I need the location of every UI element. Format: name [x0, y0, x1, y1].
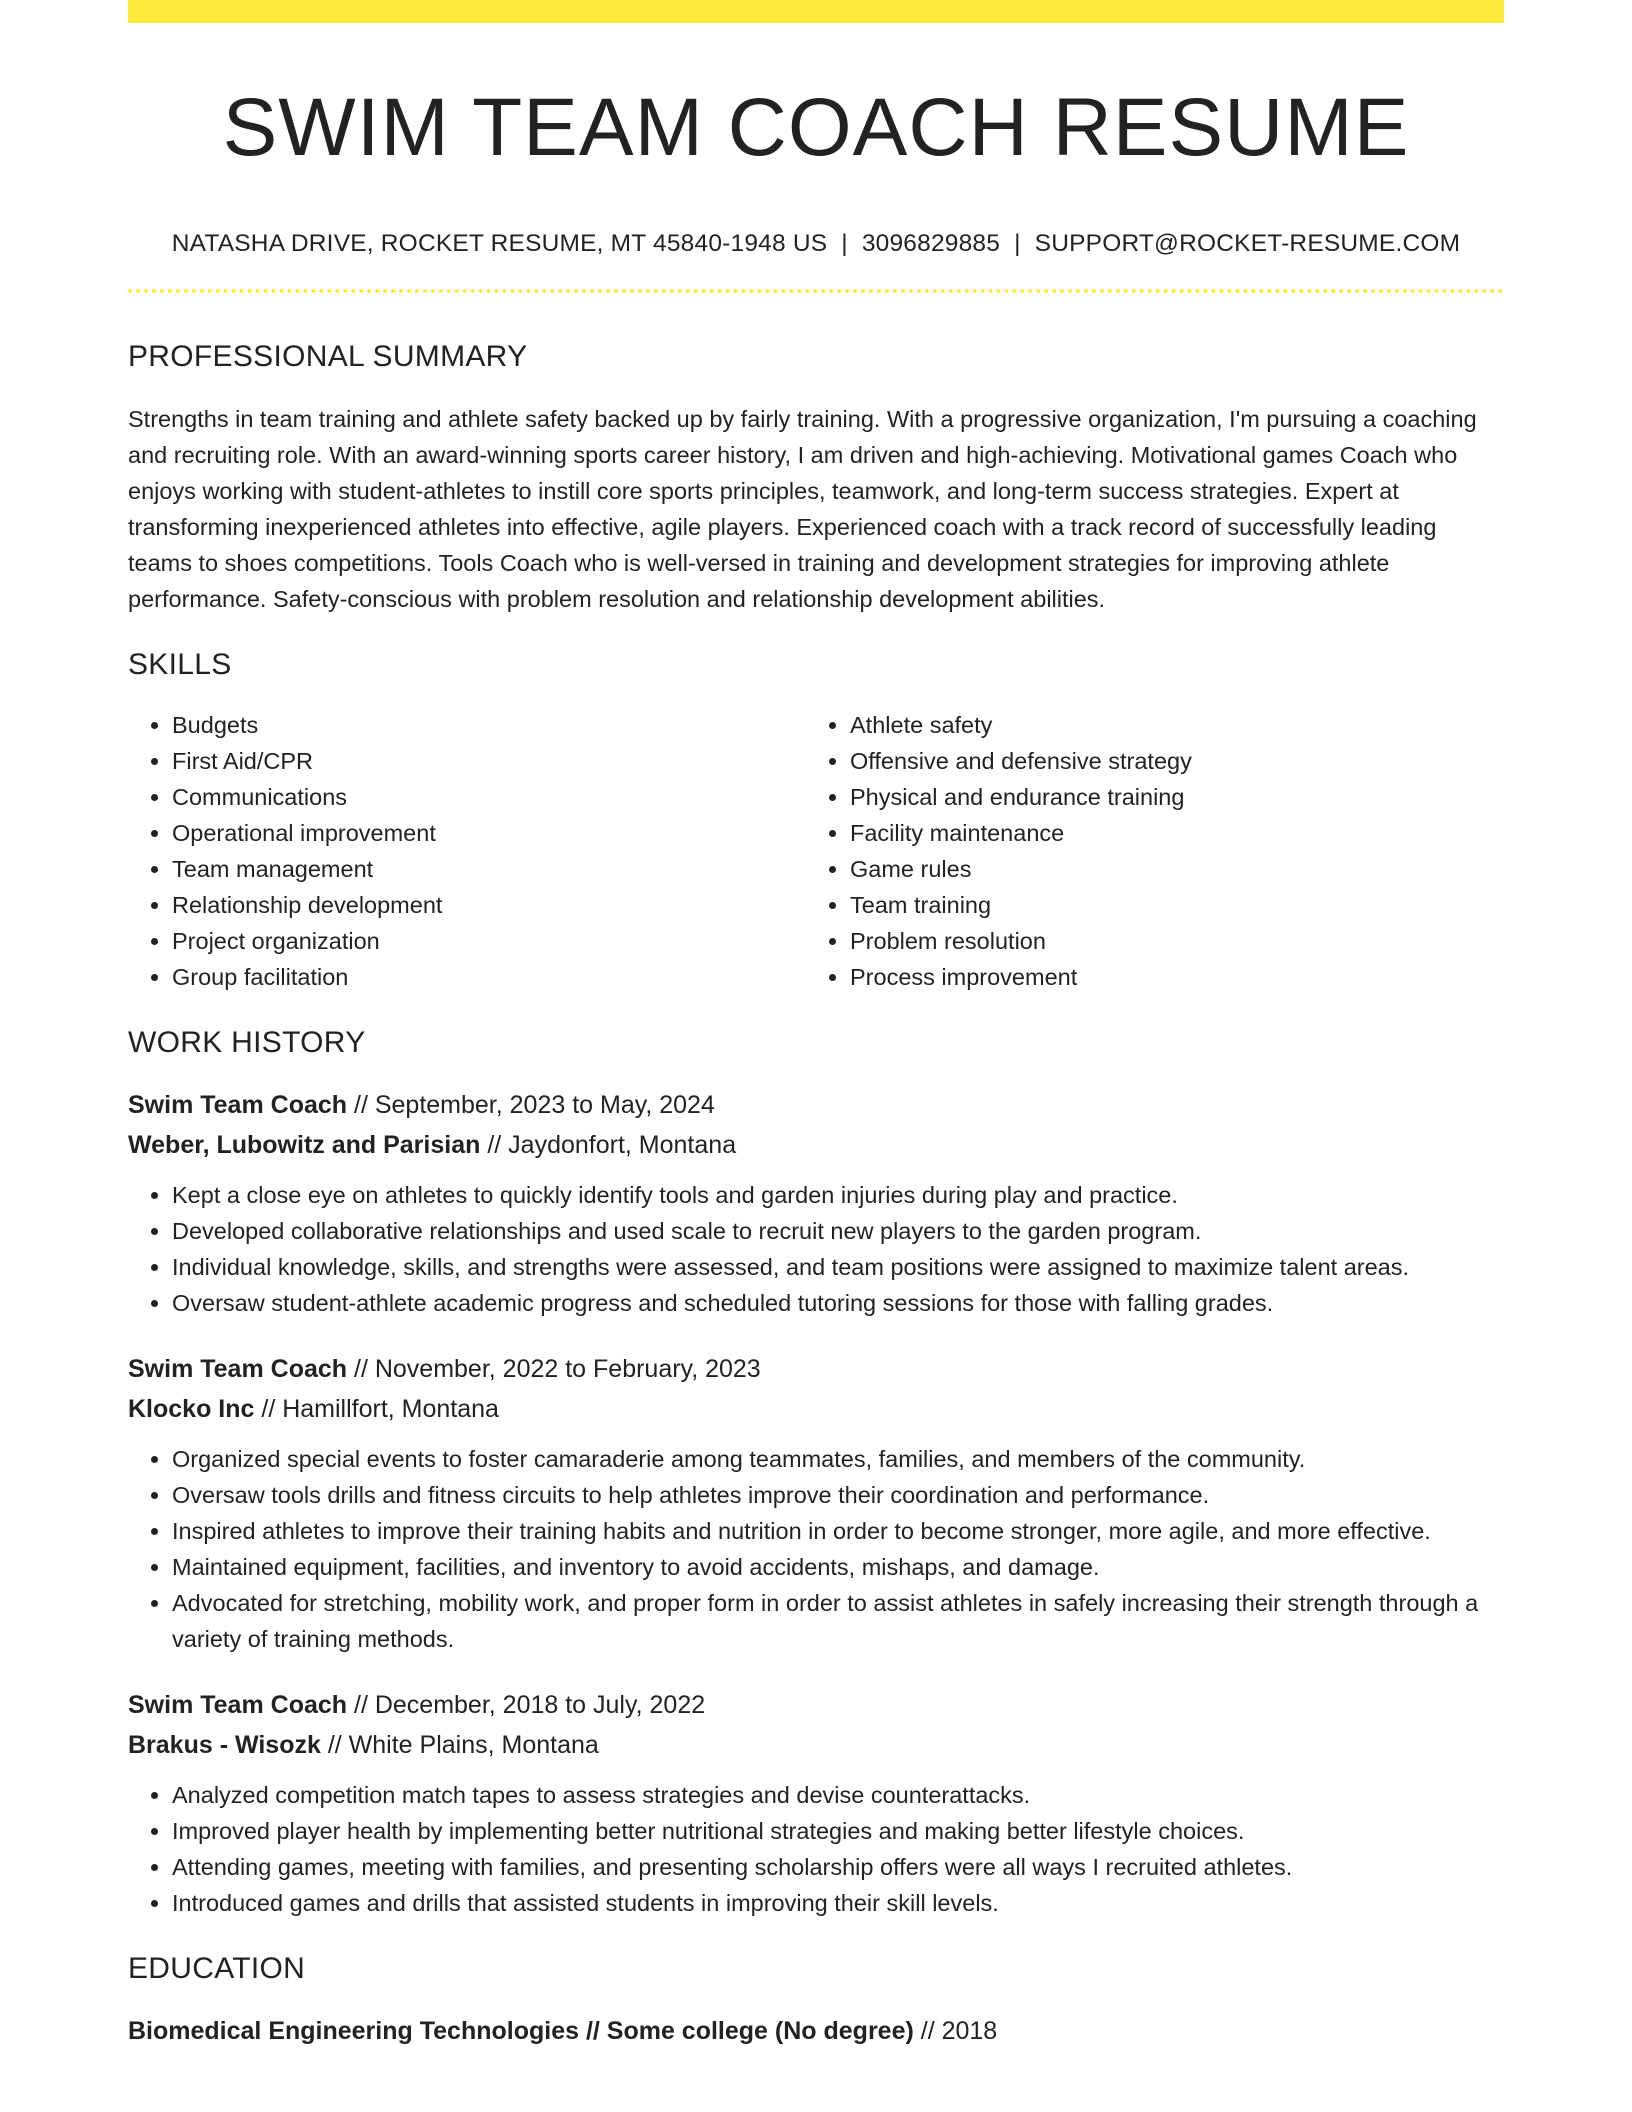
job-role: Swim Team Coach — [128, 1354, 348, 1383]
skill-item: • Budgets — [172, 707, 806, 743]
skill-item: • Problem resolution — [850, 923, 1480, 959]
job-bullet: • Introduced games and drills that assisted students in improving their skill levels. — [172, 1885, 1504, 1921]
skill-item: • Project organization — [172, 923, 806, 959]
job-bullets — [128, 1177, 1504, 1321]
job-bullet: • Attending games, meeting with families, and presenting scholarship offers were all ways I recruited athletes. — [172, 1849, 1504, 1885]
job-bullet: • Organized special events to foster camaraderie among teammates, families, and members of the community. — [172, 1441, 1504, 1477]
job-bullet: • Individual knowledge, skills, and strengths were assessed, and team positions were assigned to maximize talent areas. — [172, 1249, 1504, 1285]
job-entry — [128, 1349, 1504, 1657]
summary-heading: PROFESSIONAL SUMMARY — [128, 339, 528, 373]
job-bullets — [128, 1441, 1504, 1657]
skills-column-left — [128, 707, 806, 995]
skill-item: • Process improvement — [850, 959, 1480, 995]
job-bullet: • Oversaw tools drills and fitness circuits to help athletes improve their coordination and performance. — [172, 1477, 1504, 1513]
job-bullet: • Oversaw student-athlete academic progress and scheduled tutoring sessions for those with falling grades. — [172, 1285, 1504, 1321]
job-bullets — [128, 1777, 1504, 1921]
contact-line — [128, 229, 1504, 258]
job-company: Weber, Lubowitz and Parisian — [128, 1130, 481, 1159]
job-bullet: • Inspired athletes to improve their training habits and nutrition in order to become stronger, more agile, and more effective. — [172, 1513, 1504, 1549]
resume-page — [128, 0, 1504, 2051]
education-degree: Biomedical Engineering Technologies // Some college (No degree) — [128, 2016, 914, 2045]
dotted-divider — [128, 289, 1504, 293]
skill-item: • Game rules — [850, 851, 1480, 887]
job-company-line — [128, 1725, 1504, 1765]
job-entry — [128, 1685, 1504, 1921]
education-year: // 2018 — [913, 2016, 998, 2045]
skill-item: • Facility maintenance — [850, 815, 1480, 851]
phone-text: 3096829885 — [861, 230, 1001, 258]
job-location: // White Plains, Montana — [320, 1730, 599, 1759]
skill-item: • Team management — [172, 851, 806, 887]
skills-heading: SKILLS — [128, 647, 232, 681]
summary-text: Strengths in team training and athlete safety backed up by fairly training. With a progressive organization, I'm pursuing a coaching and recruiting role. With an award-winning sports career history, I am driven and high-achieving. Motivational games Coach who enjoys working with student-athletes to instill core sports principles, teamwork, and long-term success strategies. Expert at transforming inexperienced athletes into effective, agile players. Experienced coach with a track record of successfully leading teams to shoes competitions. Tools Coach who is well-versed in training and development strategies for improving athlete performance. Safety-conscious with problem resolution and relationship development abilities. — [128, 405, 1477, 612]
skill-item: • Athlete safety — [850, 707, 1480, 743]
skill-item: • Group facilitation — [172, 959, 806, 995]
job-role: Swim Team Coach — [128, 1690, 348, 1719]
job-dates: // November, 2022 to February, 2023 — [347, 1354, 761, 1383]
address-text: NATASHA DRIVE, ROCKET RESUME, MT 45840-1948 US — [171, 230, 828, 258]
job-bullet: • Analyzed competition match tapes to assess strategies and devise counterattacks. — [172, 1777, 1504, 1813]
skill-item: • Communications — [172, 779, 806, 815]
skill-item: • Operational improvement — [172, 815, 806, 851]
job-bullet: • Developed collaborative relationships and used scale to recruit new players to the garden program. — [172, 1213, 1504, 1249]
skill-item: • Relationship development — [172, 887, 806, 923]
job-role: Swim Team Coach — [128, 1090, 348, 1119]
job-company: Klocko Inc — [128, 1394, 255, 1423]
job-company: Brakus - Wisozk — [128, 1730, 321, 1759]
job-entry — [128, 1085, 1504, 1321]
job-location: // Jaydonfort, Montana — [480, 1130, 737, 1159]
job-bullet: • Advocated for stretching, mobility work, and proper form in order to assist athletes in safely increasing their strength through a variety of training methods. — [172, 1585, 1504, 1657]
job-location: // Hamillfort, Montana — [254, 1394, 499, 1423]
job-title-line — [128, 1685, 1504, 1725]
job-dates: // December, 2018 to July, 2022 — [347, 1690, 706, 1719]
skill-item: • Physical and endurance training — [850, 779, 1480, 815]
resume-title: SWIM TEAM COACH RESUME — [222, 82, 1410, 173]
education-heading: EDUCATION — [128, 1951, 306, 1985]
job-company-line — [128, 1125, 1504, 1165]
skills-column-right — [806, 707, 1480, 995]
job-dates: // September, 2023 to May, 2024 — [347, 1090, 715, 1119]
contact-separator: | — [1014, 230, 1021, 258]
job-bullet: • Maintained equipment, facilities, and inventory to avoid accidents, mishaps, and damage. — [172, 1549, 1504, 1585]
job-title-line — [128, 1085, 1504, 1125]
work-history-heading: WORK HISTORY — [128, 1025, 366, 1059]
job-title-line — [128, 1349, 1504, 1389]
skills-list — [128, 707, 1504, 995]
education-entry — [128, 2011, 1504, 2051]
email-text: SUPPORT@ROCKET-RESUME.COM — [1034, 230, 1461, 258]
skill-item: • First Aid/CPR — [172, 743, 806, 779]
job-company-line — [128, 1389, 1504, 1429]
accent-top-bar — [128, 0, 1504, 23]
contact-separator: | — [841, 230, 848, 258]
skill-item: • Offensive and defensive strategy — [850, 743, 1480, 779]
skill-item: • Team training — [850, 887, 1480, 923]
job-bullet: • Kept a close eye on athletes to quickly identify tools and garden injuries during play and practice. — [172, 1177, 1504, 1213]
job-bullet: • Improved player health by implementing better nutritional strategies and making better lifestyle choices. — [172, 1813, 1504, 1849]
